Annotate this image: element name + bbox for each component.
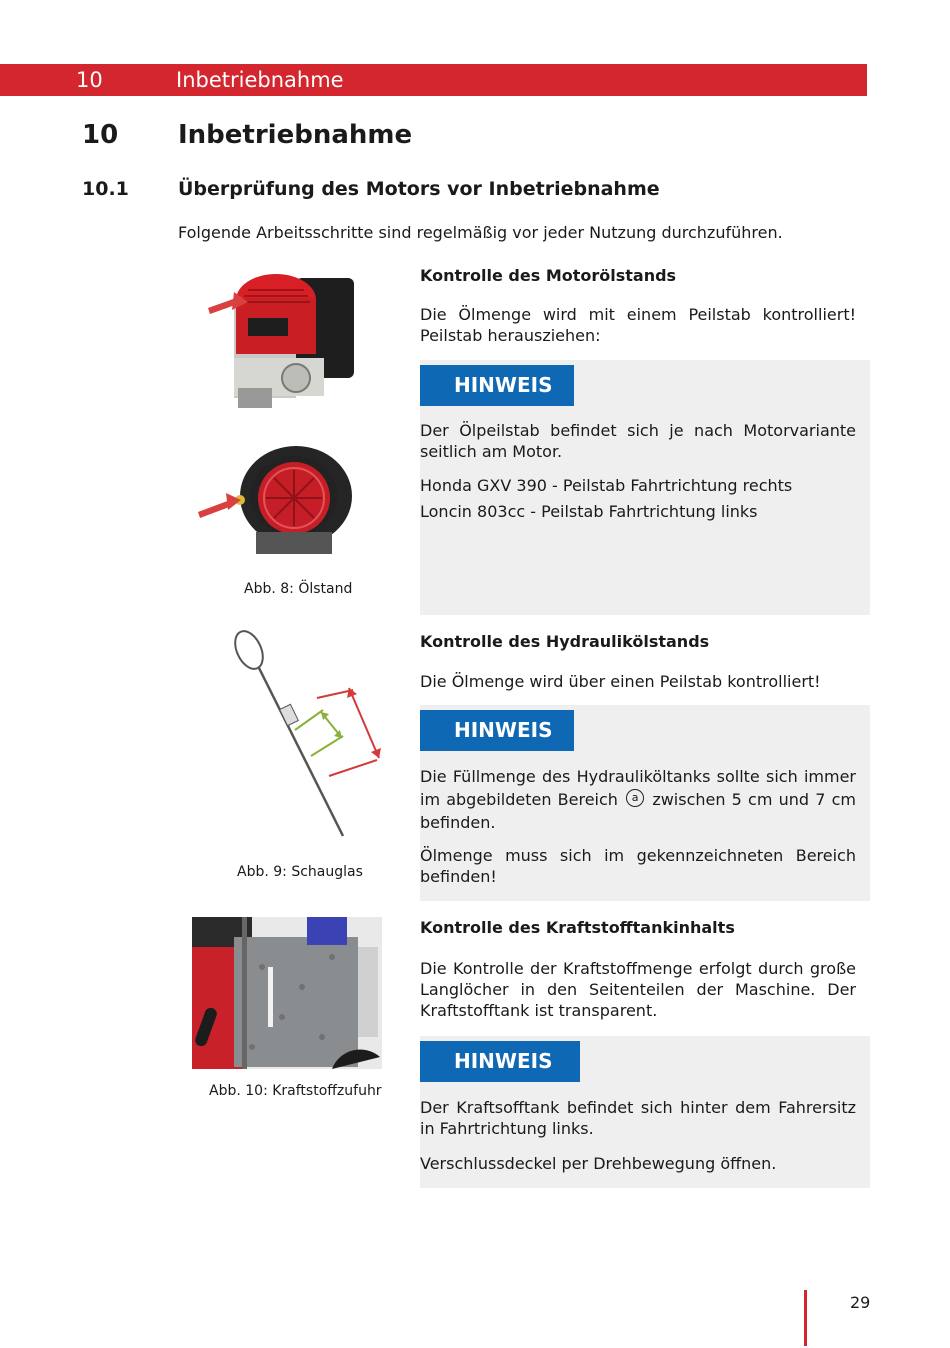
page-number-divider: [804, 1290, 807, 1346]
hydraulic-oil-title: Kontrolle des Hydraulikölstands: [420, 632, 710, 651]
dipstick-image: [225, 628, 390, 843]
motor-oil-note-1: Der Ölpeilstab befindet sich je nach Motorvariante seitlich am Motor.: [420, 421, 856, 461]
fuel-note-2: Verschlussdeckel per Drehbewegung öffnen.: [420, 1154, 777, 1173]
page-number: 29: [850, 1293, 871, 1312]
figure-caption-8: Abb. 8: Ölstand: [244, 581, 353, 597]
figure-caption-10: Abb. 10: Kraftstoffzufuhr: [209, 1083, 382, 1099]
hinweis-label-3: HINWEIS: [420, 1041, 580, 1082]
heading1-number: 10: [82, 120, 119, 150]
hydraulic-oil-text: Die Ölmenge wird über einen Peilstab kontrolliert!: [420, 672, 821, 691]
heading2-number: 10.1: [82, 178, 129, 200]
chapter-header-number: 10: [76, 68, 103, 92]
chapter-header-bar: [0, 64, 867, 96]
fuel-note-1: Der Kraftsofftank befindet sich hinter dem Fahrersitz in Fahrtrichtung links.: [420, 1098, 856, 1138]
heading1-title: Inbetriebnahme: [178, 120, 413, 150]
motor-oil-text: Die Ölmenge wird mit einem Peilstab kontrolliert! Peilstab herausziehen:: [420, 305, 856, 345]
motor-oil-title: Kontrolle des Motorölstands: [420, 266, 677, 285]
motor-oil-note-2: Honda GXV 390 - Peilstab Fahrtrichtung rechts: [420, 476, 793, 495]
hydraulic-oil-note-2: Ölmenge muss sich im gekennzeichneten Bereich befinden!: [420, 846, 856, 886]
engine-loncin-image: [196, 438, 361, 563]
hinweis-label-2: HINWEIS: [420, 710, 574, 751]
fuel-text: Die Kontrolle der Kraftstoffmenge erfolgt durch große Langlöcher in den Seitenteilen der Maschine. Der Kraftstofftank ist transparent.: [420, 959, 856, 1020]
heading2-title: Überprüfung des Motors vor Inbetriebnahme: [178, 178, 660, 200]
hinweis-label-1: HINWEIS: [420, 365, 574, 406]
fuel-title: Kontrolle des Kraftstofftankinhalts: [420, 918, 735, 937]
hydraulic-oil-note-1: Die Füllmenge des Hydrauliköltanks sollte sich immer im abgebildeten Bereich a zwischen 5 cm und 7 cm befinden.: [420, 767, 856, 832]
intro-text: Folgende Arbeitsschritte sind regelmäßig vor jeder Nutzung durchzuführen.: [178, 223, 783, 242]
marker-a: a: [626, 789, 644, 807]
motor-oil-note-3: Loncin 803cc - Peilstab Fahrtrichtung links: [420, 502, 758, 521]
fuel-tank-image: [192, 917, 382, 1069]
chapter-header-title: Inbetriebnahme: [176, 68, 344, 92]
figure-caption-9: Abb. 9: Schauglas: [237, 864, 363, 880]
engine-honda-image: [196, 268, 366, 413]
